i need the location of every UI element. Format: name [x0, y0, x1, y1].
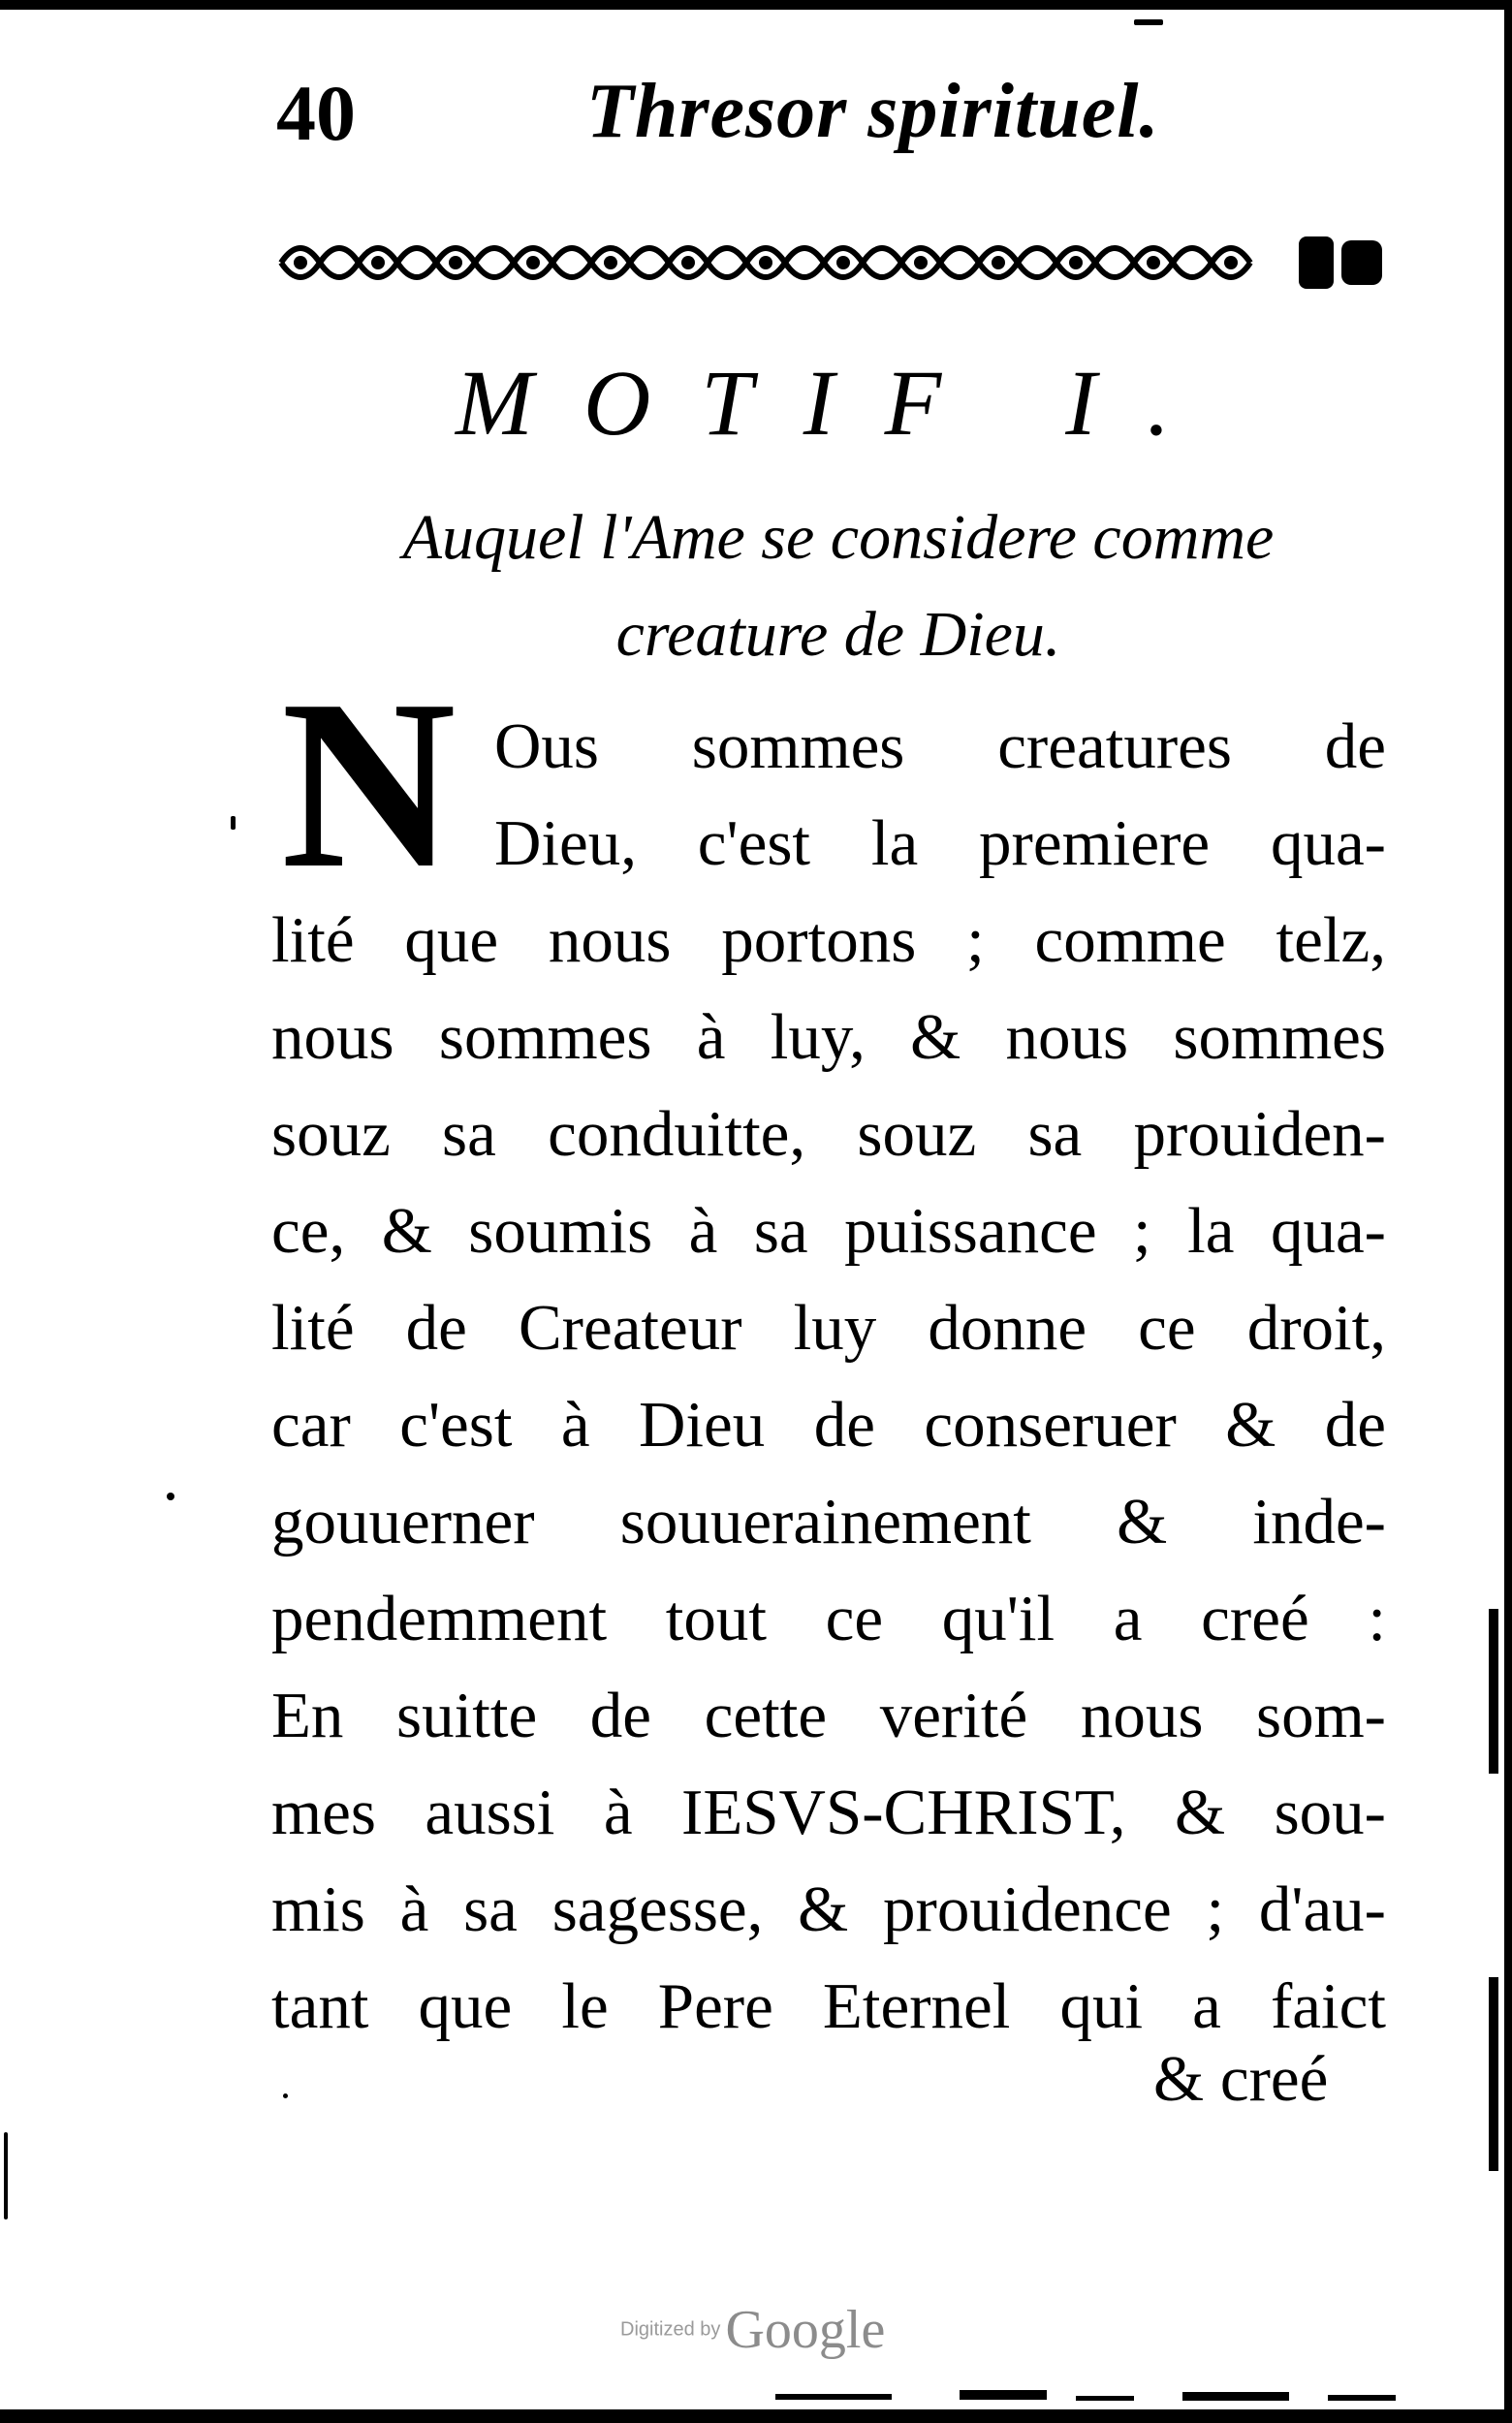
body-line: souz sa conduitte, souz sa prouiden- [271, 1098, 1386, 1170]
catchword: & creé [1153, 2043, 1329, 2115]
scan-edge-top [0, 0, 1512, 10]
page-number: 40 [276, 69, 356, 157]
section-title: MOTIF I. [456, 351, 1221, 455]
scan-edge-right [1504, 0, 1512, 2423]
drop-cap: N [281, 650, 457, 919]
google-watermark [620, 2299, 950, 2367]
running-head [276, 68, 1401, 165]
body-line: pendemment tout ce qu'il a creé : [271, 1583, 1386, 1654]
body-line: tant que le Pere Eternel qui a faict [271, 1970, 1386, 2042]
scan-edge-mark [1489, 1977, 1498, 2171]
ornament-band [271, 229, 1396, 297]
subtitle-line: Auquel l'Ame se considere comme [402, 502, 1275, 573]
ink-speck [231, 816, 236, 830]
body-line: lité que nous portons ; comme telz, [271, 904, 1386, 976]
body-line: ce, & soumis à sa puissance ; la qua- [271, 1195, 1386, 1267]
body-line: mes aussi à IESVS-CHRIST, & sou- [271, 1777, 1386, 1848]
watermark-prefix: Digitized by [620, 2318, 721, 2341]
body-line: En suitte de cette verité nous som- [271, 1680, 1386, 1751]
body-line: gouuerner souuerainement & inde- [271, 1486, 1386, 1558]
ink-speck [1134, 19, 1163, 25]
scan-edge-scraps [737, 2380, 1512, 2406]
subtitle-line: creature de Dieu. [615, 599, 1061, 670]
body-line: lité de Createur luy donne ce droit, [271, 1292, 1386, 1364]
ink-speck [4, 2132, 8, 2219]
body-line: mis à sa sagesse, & prouidence ; d'au- [271, 1873, 1386, 1945]
body-line: nous sommes à luy, & nous sommes [271, 1001, 1386, 1073]
ink-speck [167, 1493, 174, 1500]
ink-speck [283, 2093, 288, 2098]
scan-edge-mark [1489, 1609, 1498, 1774]
scan-edge-bottom [0, 2409, 1512, 2423]
running-title: Thresor spirituel. [586, 69, 1160, 154]
body-line: car c'est à Dieu de conseruer & de [271, 1389, 1386, 1461]
google-logo: Google [725, 2300, 886, 2360]
body-line: Ous sommes creatures de [494, 710, 1386, 782]
body-line: Dieu, c'est la premiere qua- [494, 807, 1386, 879]
